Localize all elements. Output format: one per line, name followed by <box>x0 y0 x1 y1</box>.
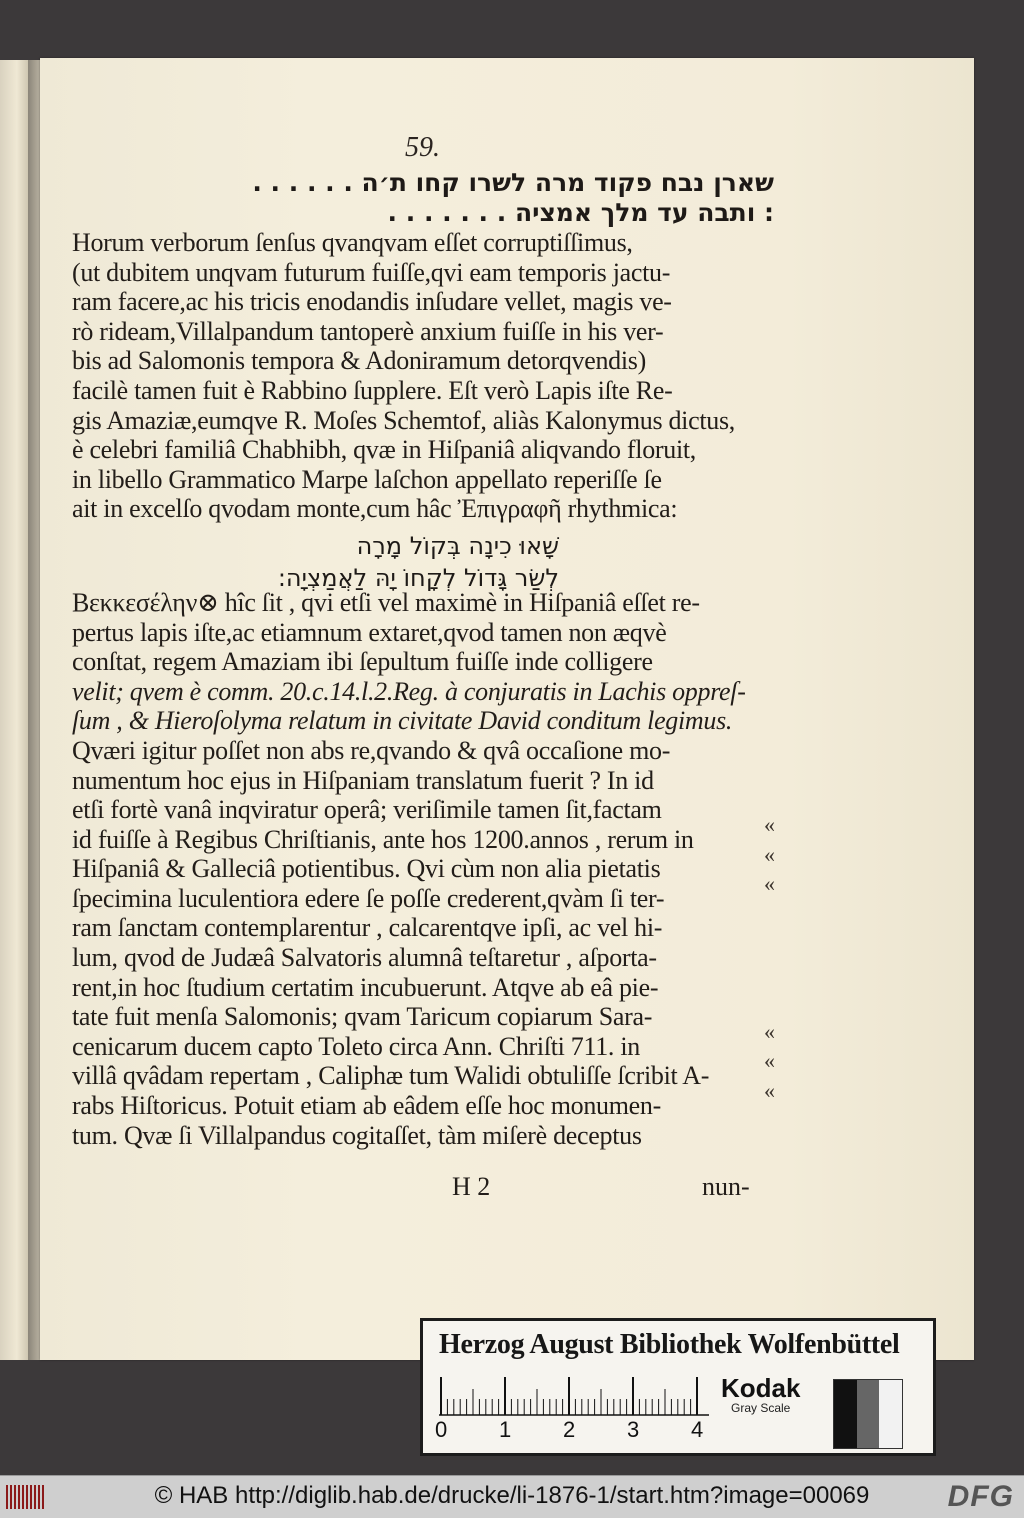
ruler-label: 2 <box>563 1417 576 1442</box>
quote-mark: « <box>764 1018 775 1044</box>
quote-mark: « <box>764 871 775 897</box>
gray-scale-label: Gray Scale <box>731 1401 791 1415</box>
text-line: numentum hoc ejus in Hiſpaniam translatum fuerit ? In id <box>72 765 654 795</box>
hebrew-header-line-2: : ותבה עד מלך אמציה . . . . . . . <box>387 198 774 227</box>
text-line: (ut dubitem unqvam futurum fuiſſe,qvi eam temporis jactu- <box>72 257 671 287</box>
gray-patches <box>833 1379 903 1449</box>
text-line: velit; qvem è comm. 20.c.14.l.2.Reg. à conjuratis in Lachis oppreſ- <box>72 676 746 706</box>
text-line: Βεκκεσέλην⊗ hîc ſit , qvi etſi vel maximè in Hiſpaniâ eſſet re- <box>72 587 700 617</box>
margin-quote-marks <box>764 810 775 1106</box>
kodak-logo: Kodak <box>721 1373 801 1403</box>
ruler-label: 3 <box>627 1417 640 1442</box>
catchword: nun- <box>702 1172 750 1201</box>
text-line: ſpecimina luculentiora edere ſe poſſe crederent,qvàm ſi ter- <box>72 883 665 913</box>
hebrew-verse-line-1: שָׁאוּ כִינָה בְּקוֹל מָרָה <box>356 532 559 560</box>
ruler-label: 0 <box>435 1417 448 1442</box>
footer-credit-link[interactable]: © HAB http://diglib.hab.de/drucke/li-1876-1/start.htm?image=00069 <box>154 1482 870 1509</box>
ruler-label: 1 <box>499 1417 512 1442</box>
text-line: ſum , & Hieroſolyma relatum in civitate David conditum legimus. <box>72 706 733 736</box>
text-line: in libello Grammatico Marpe laſchon appellato reperiſſe ſe <box>72 464 662 494</box>
library-name: Herzog August Bibliothek Wolfenbüttel <box>439 1329 900 1360</box>
text-line: ram facere,ac his tricis enodandis inſudare vellet, magis ve- <box>72 287 672 317</box>
hebrew-verse-line-2: לְשַׂר גָּדוֹל לְקָחוֹ יָהּ לַאֲמַצְיָה: <box>277 564 559 592</box>
text-line: rò rideam,Villalpandum tantoperè anxium fuiſſe in his ver- <box>72 316 664 346</box>
text-line: etſi fortè vanâ inqviratur operâ; veriſimile tamen ſit,factam <box>72 795 662 825</box>
text-line: ram ſanctam contemplarentur , calcarentqve ipſi, ac vel hi- <box>72 913 663 943</box>
text-line: rabs Hiſtoricus. Potuit etiam ab eâdem eſſe hoc monumen- <box>72 1091 661 1121</box>
gray-patch-white <box>879 1380 902 1448</box>
gray-patch-black <box>834 1380 857 1448</box>
text-line: cenicarum ducem capto Toleto circa Ann. Chriſti 711. in <box>72 1031 640 1061</box>
text-line: tum. Qvæ ſi Villalpandus cogitaſſet, tàm miſerè deceptus <box>72 1120 642 1150</box>
body-text <box>72 228 772 1150</box>
page-number: 59. <box>405 132 440 163</box>
text-line: Hiſpaniâ & Galleciâ potientibus. Qvi cùm non alia pietatis <box>72 854 661 884</box>
text-line: tate fuit menſa Salomonis; qvam Taricum copiarum Sara- <box>72 1002 653 1032</box>
text-line: pertus lapis iſte,ac etiamnum extaret,qvod tamen non æqvè <box>72 617 667 647</box>
text-line: Horum verborum ſenſus qvanqvam eſſet corruptiſſimus, <box>72 228 633 257</box>
text-line: Qværi igitur poſſet non abs re,qvando & qvâ occaſione mo- <box>72 735 671 765</box>
quote-mark: « <box>764 1048 775 1074</box>
text-line: id fuiſſe à Regibus Chriſtianis, ante hos 1200.annos , rerum in <box>72 824 694 854</box>
text-line: ait in excelſo qvodam monte,cum hâc Ἐπιγραφῆ rhythmica: <box>72 494 678 524</box>
dfg-logo: DFG <box>947 1480 1014 1513</box>
quote-mark: « <box>764 1077 775 1103</box>
quote-mark: « <box>764 812 775 837</box>
text-line: lum, qvod de Judæâ Salvatoris alumnâ teſtaretur , aſporta- <box>72 943 657 973</box>
footer-bar <box>0 1475 1024 1518</box>
signature-mark: H 2 <box>452 1172 491 1201</box>
left-page-edge <box>0 60 28 1360</box>
text-line: è celebri familiâ Chabhibh, qvæ in Hiſpaniâ aliqvando floruit, <box>72 435 697 465</box>
quote-mark: « <box>764 841 775 867</box>
text-line: facilè tamen fuit è Rabbino ſupplere. Eſt verò Lapis iſte Re- <box>72 375 673 405</box>
spacer <box>764 899 775 1017</box>
ruler-label: 4 <box>691 1417 704 1442</box>
text-line: villâ qvâdam repertam , Caliphæ tum Walidi obtuliſſe ſcribit A- <box>72 1061 710 1091</box>
gray-patch-mid <box>857 1380 880 1448</box>
ruler <box>439 1377 709 1417</box>
text-line: conſtat, regem Amaziam ibi ſepultum fuiſſe inde colligere <box>72 647 653 677</box>
text-line: rent,in hoc ſtudium certatim incubuerunt. Atqve ab eâ pie- <box>72 972 659 1002</box>
text-line: gis Amaziæ,eumqve R. Moſes Schemtof, aliàs Kalonymus dictus, <box>72 405 735 435</box>
text-line: bis ad Salomonis tempora & Adoniramum detorqvendis) <box>72 346 646 376</box>
color-scale-card <box>420 1318 936 1456</box>
hebrew-header-line-1: שארן נבח פקוד מרה לשרו קחו ת׳ה . . . . . . <box>252 168 774 197</box>
